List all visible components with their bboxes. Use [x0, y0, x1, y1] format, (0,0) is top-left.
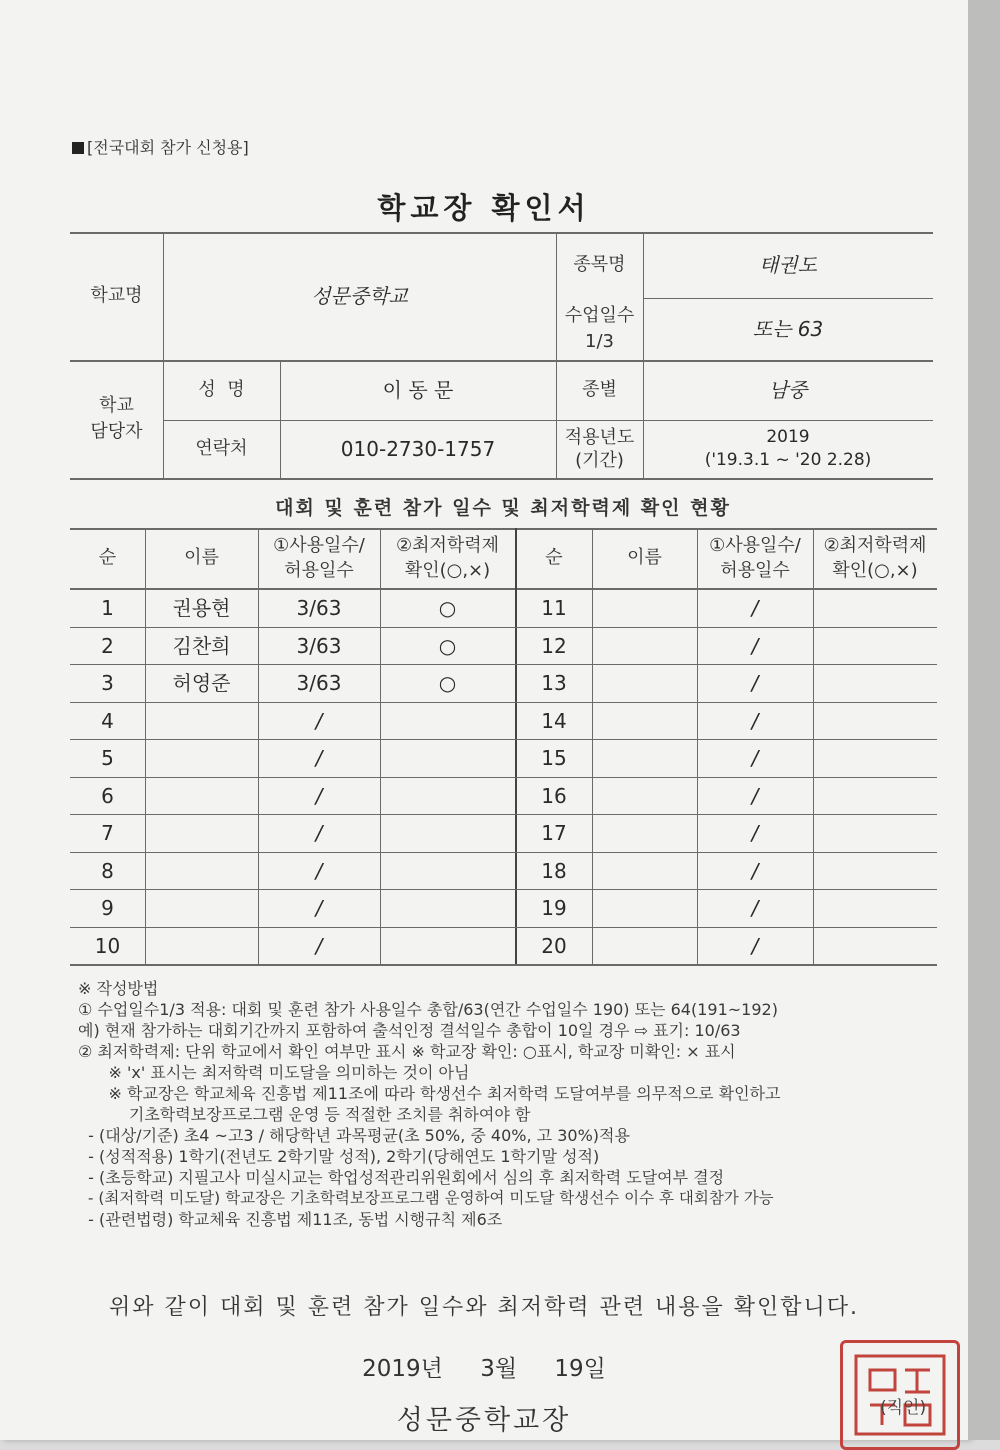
year-value-line2: ('19.3.1 ~ '20 2.28)	[704, 450, 872, 470]
left-row-check-cell	[380, 777, 515, 815]
manager-label-line2: 담당자	[90, 421, 143, 442]
col-header-grade-line2: 확인(○,×)	[404, 560, 491, 581]
note-line: - (성적적용) 1학기(전년도 2학기말 성적), 2학기(당해연도 1학기말 성적)	[78, 1147, 600, 1166]
note-line: ① 수업일수1/3 적용: 대회 및 훈련 참가 사용일수 총합/63(연간 수업일수 190) 또는 64(191~192)	[78, 1000, 778, 1019]
right-row-no-cell: 17	[541, 820, 567, 845]
contact-label: 연락처	[195, 437, 248, 459]
left-row-check-cell	[380, 889, 515, 927]
right-row-name-cell	[592, 889, 697, 927]
note-line: 기초학력보장프로그램 운영 등 적절한 조치를 취하여야 함	[78, 1105, 531, 1124]
right-row-days-cell: /	[751, 933, 759, 958]
manager-label-line1: 학교	[99, 394, 134, 416]
right-row-days-cell: /	[751, 595, 759, 620]
left-row-no-cell: 3	[101, 670, 114, 695]
right-row-days-cell: /	[751, 745, 759, 770]
left-row-check-cell: ○	[438, 670, 457, 695]
school-label: 학교명	[90, 284, 143, 306]
col-header-days-right-line1: ①사용일수/	[709, 534, 801, 556]
left-row-check-cell: ○	[438, 595, 457, 620]
left-row-name-cell: 권용현	[172, 595, 231, 620]
note-line: - (대상/기준) 초4 ~고3 / 해당학년 과목평균(초 50%, 중 40%, 고 30%)적용	[78, 1126, 630, 1145]
right-row-days-cell: /	[751, 858, 759, 883]
contact-value: 010-2730-1757	[340, 436, 496, 461]
col-header-grade-right	[813, 528, 937, 588]
seal-label: (직인)	[880, 1398, 927, 1418]
left-row-check-cell	[380, 852, 515, 890]
left-row-no-cell: 5	[101, 745, 114, 770]
left-row-no-cell: 9	[101, 895, 114, 920]
left-row-days-cell: /	[315, 783, 323, 808]
right-row-name-cell	[592, 627, 697, 665]
right-row-name-cell	[592, 739, 697, 777]
left-row-no-cell: 7	[101, 820, 114, 845]
left-row-check-cell	[380, 739, 515, 777]
left-row-days-cell: /	[315, 745, 323, 770]
left-row-name-cell: 김찬희	[172, 633, 231, 658]
left-row-days-cell: /	[315, 933, 323, 958]
right-row-no-cell: 15	[541, 745, 567, 770]
right-row-days-cell: /	[751, 670, 759, 695]
right-row-name-cell	[592, 664, 697, 702]
right-row-no-cell: 13	[541, 670, 567, 695]
right-row-check-cell	[813, 889, 937, 927]
col-header-no-right: 순	[545, 547, 563, 569]
document-tag	[72, 135, 249, 158]
gender-value: 남중	[768, 377, 808, 402]
col-header-name: 이름	[184, 547, 219, 569]
note-line: ※ 'x' 표시는 최저학력 미도달을 의미하는 것이 아님	[78, 1063, 470, 1082]
right-row-days-cell: /	[751, 633, 759, 658]
col-header-days	[258, 528, 380, 588]
year-value	[643, 420, 933, 478]
left-row-name-cell	[145, 739, 258, 777]
col-header-grade-right-line2: 확인(○,×)	[832, 560, 918, 581]
year-label	[556, 420, 643, 478]
info-bottom-border	[70, 478, 933, 480]
days-value: 또는 63	[752, 316, 824, 341]
right-row-days-cell: /	[751, 895, 759, 920]
right-row-no-cell: 19	[541, 895, 567, 920]
year-value-line1: 2019	[766, 427, 810, 448]
left-row-name-cell	[145, 852, 258, 890]
section-title: 대회 및 훈련 참가 일수 및 최저학력제 확인 현황	[275, 497, 731, 519]
col-header-days-line2: 허용일수	[284, 560, 354, 581]
confirm-statement: 위와 같이 대회 및 훈련 참가 일수와 최저학력 관련 내용을 확인합니다.	[109, 1295, 859, 1320]
note-line: - (최저학력 미도달) 학교장은 기초학력보장프로그램 운영하여 미도달 학생선수 이수 후 대회참가 가능	[78, 1189, 774, 1207]
right-row-no-cell: 11	[541, 595, 567, 620]
left-row-days-cell: /	[315, 895, 323, 920]
left-row-days-cell: /	[315, 820, 323, 845]
right-row-no-cell: 20	[541, 933, 567, 958]
col-header-name-right: 이름	[627, 547, 662, 569]
right-row-check-cell	[813, 739, 937, 777]
manager-label	[70, 360, 163, 478]
right-row-days-cell: /	[751, 820, 759, 845]
days-label-line2: 1/3	[585, 331, 614, 352]
left-row-no-cell: 4	[101, 708, 114, 733]
col-header-days-right	[697, 528, 813, 588]
left-row-name-cell	[145, 702, 258, 740]
document-title: 학교장 확인서	[377, 191, 591, 225]
name-value: 이 동 문	[382, 377, 454, 402]
note-line: - (관련법령) 학교체육 진흥법 제11조, 동법 시행규칙 제6조	[78, 1210, 503, 1229]
right-row-check-cell	[813, 664, 937, 702]
left-row-check-cell	[380, 702, 515, 740]
right-row-check-cell	[813, 814, 937, 852]
left-row-no-cell: 8	[101, 858, 114, 883]
left-row-no-cell: 6	[101, 783, 114, 808]
right-row-check-cell	[813, 589, 937, 627]
sport-label: 종목명	[573, 253, 626, 275]
col-header-days-line1: ①사용일수/	[273, 534, 365, 556]
right-row-days-cell: /	[751, 708, 759, 733]
days-label-line1: 수업일수	[564, 304, 635, 326]
left-row-check-cell	[380, 927, 515, 965]
left-row-days-cell: 3/63	[296, 670, 342, 695]
notes-block	[78, 978, 958, 1230]
right-row-check-cell	[813, 927, 937, 965]
gender-label: 종별	[582, 378, 617, 400]
col-header-grade-line1: ②최저학력제	[395, 534, 500, 556]
left-row-name-cell	[145, 927, 258, 965]
right-row-no-cell: 12	[541, 633, 567, 658]
left-row-days-cell: 3/63	[296, 633, 342, 658]
note-line: ※ 학교장은 학교체육 진흥법 제11조에 따라 학생선수 최저학력 도달여부를 의무적으로 확인하고	[78, 1084, 781, 1103]
left-row-no-cell: 10	[94, 933, 121, 958]
left-row-days-cell: 3/63	[296, 595, 342, 620]
right-row-no-cell: 18	[541, 858, 567, 883]
name-label: 성 명	[198, 378, 245, 400]
left-row-days-cell: /	[315, 708, 323, 733]
right-row-name-cell	[592, 777, 697, 815]
right-row-name-cell	[592, 814, 697, 852]
left-row-check-cell: ○	[438, 633, 457, 658]
left-row-name-cell	[145, 814, 258, 852]
right-row-name-cell	[592, 702, 697, 740]
left-row-check-cell	[380, 814, 515, 852]
left-row-name-cell	[145, 777, 258, 815]
right-row-check-cell	[813, 627, 937, 665]
note-line: - (초등학교) 지필고사 미실시교는 학업성적관리위원회에서 심의 후 최저학력 도달여부 결정	[78, 1168, 725, 1187]
left-row-name-cell: 허영준	[172, 670, 231, 695]
note-line: 예) 현재 참가하는 대회기간까지 포함하여 출석인정 결석일수 총합이 10일 경우 ⇨ 표기: 10/63	[78, 1021, 741, 1040]
left-row-name-cell	[145, 889, 258, 927]
left-row-days-cell: /	[315, 858, 323, 883]
page-edge-shadow	[968, 0, 1000, 1440]
right-row-check-cell	[813, 777, 937, 815]
left-row-no-cell: 2	[101, 633, 114, 658]
right-row-no-cell: 14	[541, 708, 567, 733]
right-row-no-cell: 16	[541, 783, 567, 808]
right-row-name-cell	[592, 927, 697, 965]
year-label-line2: (기간)	[575, 450, 624, 471]
right-row-days-cell: /	[751, 783, 759, 808]
sport-value: 태권도	[759, 252, 817, 277]
col-header-no: 순	[98, 547, 117, 569]
bullet-square-icon	[72, 142, 84, 154]
note-line: ※ 작성방법	[78, 979, 159, 998]
days-label	[556, 298, 643, 360]
col-header-grade	[380, 528, 515, 588]
right-row-check-cell	[813, 852, 937, 890]
issue-date: 2019년 3월 19일	[362, 1356, 606, 1382]
right-row-name-cell	[592, 852, 697, 890]
col-header-grade-right-line1: ②최저학력제	[823, 534, 927, 556]
tag-text: [전국대회 참가 신청용]	[87, 138, 249, 157]
right-row-check-cell	[813, 702, 937, 740]
school-value: 성문중학교	[311, 283, 408, 308]
note-line: ② 최저학력제: 단위 학교에서 확인 여부만 표시 ※ 학교장 확인: ○표시, 학교장 미확인: × 표시	[78, 1042, 736, 1061]
left-row-no-cell: 1	[101, 595, 114, 620]
right-row-name-cell	[592, 589, 697, 627]
signer-name: 성문중학교장	[396, 1405, 572, 1436]
col-header-days-right-line2: 허용일수	[720, 560, 790, 581]
year-label-line1: 적용년도	[564, 426, 635, 448]
